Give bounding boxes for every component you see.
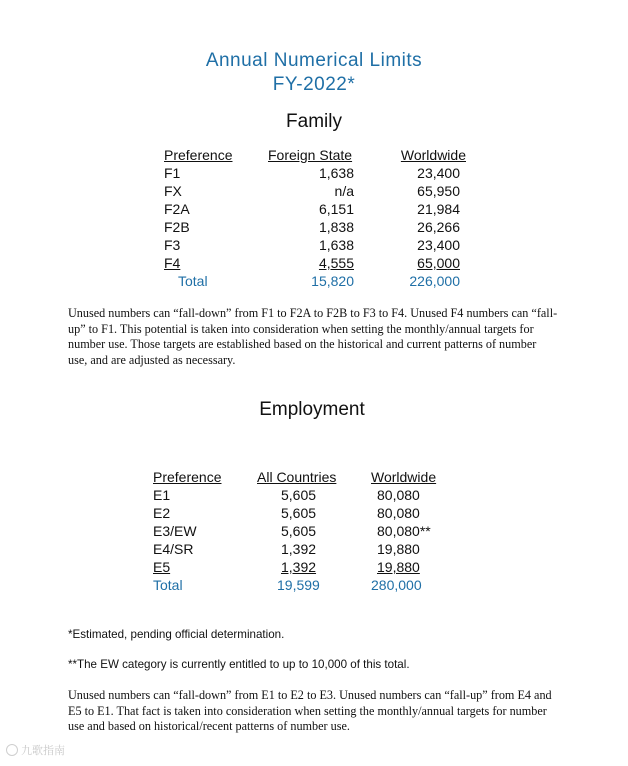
employment-heading: Employment: [259, 399, 365, 420]
watermark: [6, 742, 65, 758]
table-row: [153, 558, 455, 576]
worldwide-cell: 65,950: [417, 183, 460, 199]
preference-cell: F2B: [164, 219, 190, 235]
worldwide-cell: 65,000: [417, 255, 460, 271]
total-label: Total: [153, 577, 183, 593]
watermark-text: 九歌指南: [21, 745, 65, 757]
employment-total-row: [153, 576, 455, 594]
foreign-state-cell: 1,638: [318, 165, 354, 181]
family-total-foreign-state: 15,820: [311, 273, 354, 289]
fiscal-year-subtitle: FY-2022*: [272, 74, 356, 95]
worldwide-cell: 26,266: [417, 219, 460, 235]
foreign-state-cell: 6,151: [318, 201, 354, 217]
worldwide-cell: 23,400: [417, 237, 460, 253]
all-countries-cell: 5,605: [281, 487, 317, 503]
family-col-foreign-state: Foreign State: [268, 146, 353, 163]
all-countries-cell: 1,392: [281, 559, 317, 575]
family-total-worldwide: 226,000: [409, 273, 460, 289]
foreign-state-cell: n/a: [334, 183, 354, 199]
preference-cell: E5: [153, 559, 171, 575]
worldwide-cell: 80,080: [377, 487, 420, 503]
ew-category-footnote: **The EW category is currently entitled to up to 10,000 of this total.: [68, 658, 410, 671]
table-row: [164, 236, 466, 254]
family-heading: Family: [286, 111, 342, 132]
employment-col-preference: Preference: [153, 468, 222, 485]
preference-cell: F3: [164, 237, 181, 253]
preference-cell: E2: [153, 505, 171, 521]
family-table: [164, 145, 466, 290]
worldwide-cell: 80,080: [377, 505, 420, 521]
table-row: [164, 182, 466, 200]
employment-total-worldwide: 280,000: [371, 577, 422, 593]
preference-cell: F1: [164, 165, 181, 181]
all-countries-cell: 5,605: [281, 523, 317, 539]
family-fall-down-paragraph: Unused numbers can “fall-down” from F1 to F2A to F2B to F3 to F4. Unused F4 numbers can “fall-up” to F1. This potential is taken into consideration when setting the monthly/annual targets for number use. Those targets are established based on the historical and current patterns of number use, and are adjusted as necessary.: [68, 306, 558, 367]
table-row: [153, 522, 455, 540]
total-label: Total: [178, 273, 208, 289]
preference-cell: FX: [164, 183, 182, 199]
foreign-state-cell: 4,555: [318, 255, 354, 271]
preference-cell: F2A: [164, 201, 190, 217]
table-row: [153, 504, 455, 522]
estimated-footnote: *Estimated, pending official determination.: [68, 628, 285, 641]
employment-total-all-countries: 19,599: [277, 577, 320, 593]
foreign-state-cell: 1,838: [318, 219, 354, 235]
watermark-logo-icon: [6, 744, 18, 756]
worldwide-cell: 21,984: [417, 201, 460, 217]
preference-cell: E1: [153, 487, 171, 503]
table-row: [164, 200, 466, 218]
employment-fall-down-paragraph: Unused numbers can “fall-down” from E1 to E2 to E3. Unused numbers can “fall-up” from E4 and E5 to E1. That fact is taken into consideration when setting the monthly/annual targets for number use and based on historical/recent patterns of number use.: [68, 688, 552, 734]
table-row: [164, 218, 466, 236]
table-row: [164, 254, 466, 272]
employment-col-worldwide: Worldwide: [371, 468, 437, 485]
all-countries-cell: 5,605: [281, 505, 317, 521]
foreign-state-cell: 1,638: [318, 237, 354, 253]
worldwide-cell: 80,080**: [377, 523, 431, 539]
all-countries-cell: 1,392: [281, 541, 317, 557]
family-col-preference: Preference: [164, 146, 233, 163]
worldwide-cell: 23,400: [417, 165, 460, 181]
employment-col-all-countries: All Countries: [257, 468, 337, 485]
preference-cell: E4/SR: [153, 541, 194, 557]
employment-header-row: [153, 467, 455, 486]
worldwide-cell: 19,880: [377, 541, 420, 557]
worldwide-cell: 19,880: [377, 559, 420, 575]
employment-table: [153, 467, 455, 594]
preference-cell: E3/EW: [153, 523, 197, 539]
table-row: [153, 540, 455, 558]
preference-cell: F4: [164, 255, 181, 271]
family-total-row: [164, 272, 466, 290]
table-row: [153, 486, 455, 504]
family-col-worldwide: Worldwide: [400, 146, 466, 163]
document-title: Annual Numerical Limits: [205, 50, 423, 71]
table-row: [164, 164, 466, 182]
family-header-row: [164, 145, 466, 164]
